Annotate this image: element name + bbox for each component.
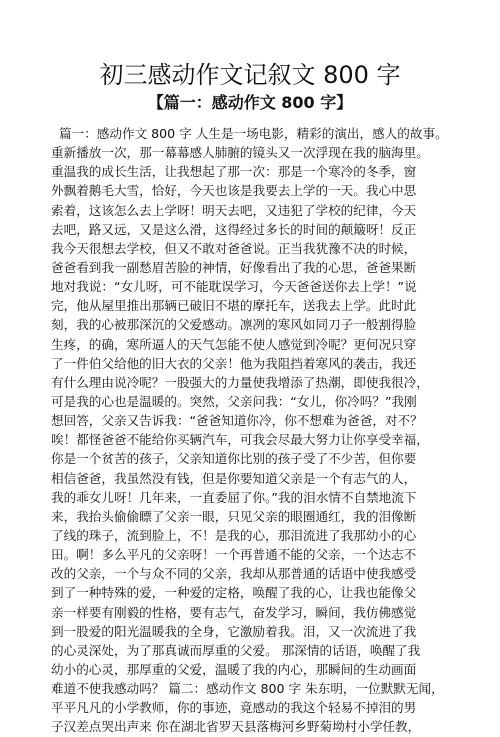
body-line: 到了一种特殊的爱，一种爱的定格，唤醒了我的心，让我也能像父 [51,585,417,601]
body-line: 去吧，路又远，又是这么滑，这得经过多长的时间的颠簸呀！反正 [51,221,417,237]
body-line: 有什么理由说冷呢？一股强大的力量使我增添了热潮，即使我很冷， [51,374,429,390]
body-line: 我的乖女儿呀！几年来，一直委屈了你。”我的泪水情不自禁地流下 [51,489,417,505]
body-line: 地对我说：“女儿呀，可不能耽误学习，今天爸爸送你去上学！”说 [51,279,417,295]
body-line: 爸爸看到我一副愁眉苦脸的神情，好像看出了我的心思，爸爸果断 [51,259,417,275]
body-line: 重温我的成长生活，让我想起了那一次：那是一个寒冷的冬季，窗 [51,164,417,180]
essay-body [51,124,461,737]
body-line: 来，我抬头偷偷瞟了父亲一眼，只见父亲的眼圈通红，我的泪像断 [51,508,417,524]
body-line: 你是一个贫苦的孩子，父亲知道你比别的孩子受了不少苦，但你要 [51,451,417,467]
body-line: 刻，我的心被那深沉的父爱感动。凛冽的寒风如同刀子一般割得脸 [51,317,417,333]
body-line: 篇一：感动作文 800 字 人生是一场电影，精彩的演出，感人的故事。 [59,126,448,141]
body-line: 想回答，父亲又告诉我：“爸爸知道你冷，你不想难为爸爸，对不？ [51,413,423,429]
body-line: 难道不使我感动吗？ 篇二：感动作文 800 字 朱东明，一位默默无闻， [51,681,444,697]
body-line: 平平凡凡的小学教师，你的事迹，竟感动的我这个轻易不掉泪的男 [51,700,417,716]
body-line: 相信爸爸，我虽然没有钱，但是你要知道父亲是一个有志气的人， [51,470,417,486]
body-line: 我今天很想去学校，但又不敢对爸爸说。正当我犹豫不决的时候， [51,240,417,256]
body-line: 重新播放一次，那一幕幕感人肺腑的镜头又一次浮现在我的脑海里。 [51,145,429,161]
body-line: 完，他从屋里推出那辆已破旧不堪的摩托车，送我去上学。此时此 [51,298,417,314]
body-line: 到一股爱的阳光温暖我的全身，它激励着我。泪，又一次流进了我 [51,623,417,639]
document-subtitle: 【篇一：感动作文 800 字】 [147,93,353,112]
body-line: 亲一样要有刚毅的性格，要有志气，奋发学习，瞬间，我仿佛感觉 [51,604,417,620]
body-line: 生疼，的确，寒所逼人的天气怎能不使人感觉到冷呢？更何况只穿 [51,336,417,352]
body-line: 改的父亲，一个与众不同的父亲，我却从那普通的话语中使我感受 [51,566,417,582]
body-line: 的心灵深处，为了那真诚而厚重的父爱。 那深情的话语，唤醒了我 [51,642,421,658]
body-line: 了一件伯父给他的旧大衣的父亲！他为我阻挡着寒风的袭击，我还 [51,355,417,371]
body-line: 了线的珠子，流到脸上，不！是我的心，那泪流进了我那幼小的心 [51,527,417,543]
body-line: 外飘着鹅毛大雪，恰好，今天也该是我要去上学的一天。我心中思 [51,183,417,199]
body-line: 可是我的心也是温暖的。突然，父亲问我：“女儿，你冷吗？”我刚 [51,393,417,409]
body-line: 索着，这该怎么去上学呀！明天去吧，又违犯了学校的纪律，今天 [51,202,417,218]
body-line: 田。啊！多么平凡的父亲呀！一个再普通不能的父亲，一个达志不 [51,547,417,563]
body-line: 唉！都怪爸爸不能给你买辆汽车，可我会尽最大努力让你享受幸福， [51,432,429,448]
body-line: 子汉差点哭出声来 你在湖北省罗天县落梅河乡野菊坳村小学任教， [51,719,421,735]
body-line: 幼小的心灵，那厚重的父爱，温暖了我的内心，那瞬间的生动画面 [51,661,417,677]
document-title: 初三感动作文记叙文 800 字 [99,61,401,89]
